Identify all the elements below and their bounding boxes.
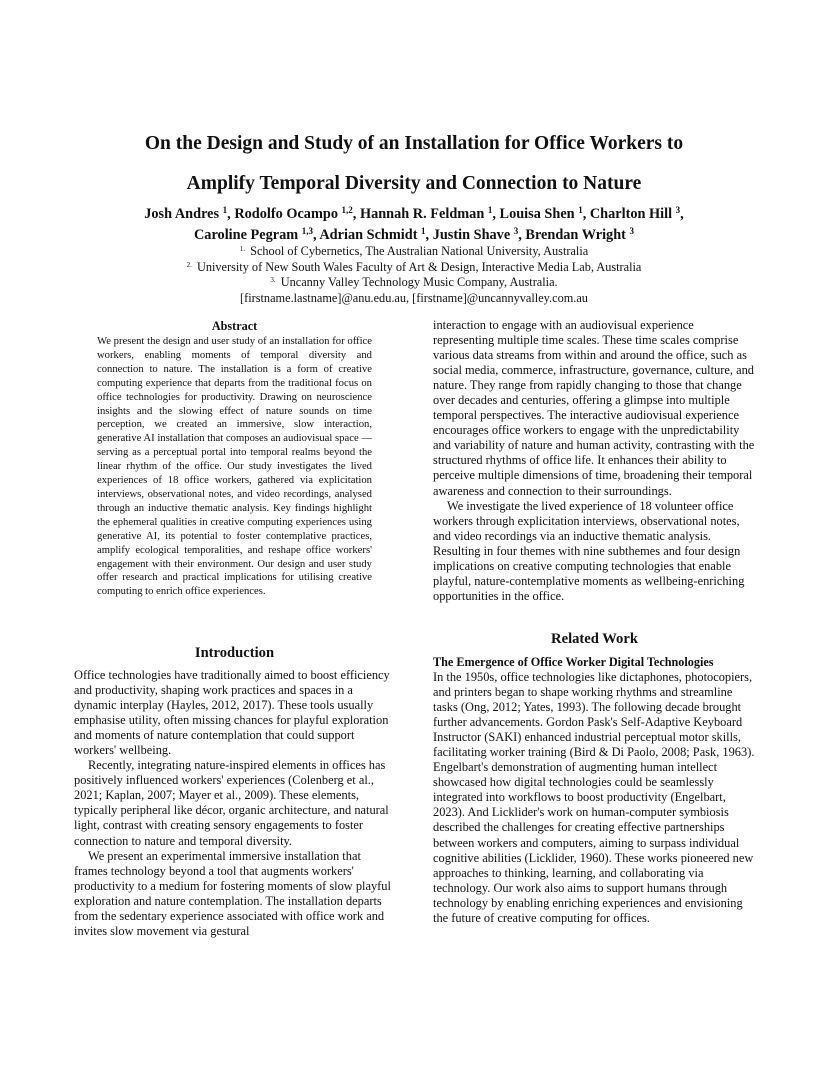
author-affil-mark: 1 (222, 205, 228, 215)
author-affil-mark: 1,2 (341, 205, 353, 215)
contact-emails: [firstname.lastname]@anu.edu.au, [firstname]@uncannyvalley.com.au (240, 290, 588, 305)
title-line-1: On the Design and Study of an Installation for Office Workers to (144, 133, 684, 154)
paragraph: Recently, integrating nature-inspired elements in offices has positively influenced workers' experiences (Colenberg et al., 2021; Kaplan, 2007; Mayer et al., 2009). These elements, typically peripheral like décor, organic architecture, and natural light, contrast with creating sensory engagements to foster connection to nature and temporal diversity. (74, 758, 389, 848)
subsection-heading: The Emergence of Office Worker Digital Technologies (433, 655, 714, 669)
author-name: Brendan Wright (525, 227, 626, 243)
paragraph: Office technologies have traditionally aimed to boost efficiency and productivity, shaping work practices and spaces in a dynamic interplay (Hayles, 2012, 2017). These tools usually emphasise utility, often missing chances for playful exploration and moments of nature contemplation that could support workers' wellbeing. (74, 668, 390, 758)
author-affil-mark: 1 (578, 205, 583, 215)
author-name: Hannah R. Feldman (359, 206, 485, 222)
affiliation: $^{1.}$ School of Cybernetics, The Australian National University, Australia (239, 244, 589, 258)
author-line-2: Caroline Pegram $^{1,3}$, Adrian Schmidt $^1$, Justin Shave $^3$, Brendan Wright $^3$ (193, 226, 634, 243)
paragraph: We investigate the lived experience of 18 volunteer office workers through explicitation interviews, observational notes, and video recordings via an inductive thematic analysis. Resulting in four themes with nine subthemes and four design implications on creative computing technologies that enable playful, nature-contemplative moments as wellbeing-enriching opportunities in the office. (433, 498, 745, 603)
affiliations (60, 244, 768, 306)
author-name: Rodolfo Ocampo (234, 206, 338, 222)
title-line-2: Amplify Temporal Diversity and Connection to Nature (186, 173, 642, 194)
introduction-heading: Introduction (194, 645, 275, 661)
author-affil-mark: 1,3 (301, 226, 313, 236)
related-work-heading: Related Work (551, 631, 638, 647)
introduction-body (74, 668, 395, 939)
introduction-continued (433, 318, 756, 604)
author-affil-mark: 3 (513, 226, 519, 236)
author-name: Louisa Shen (499, 206, 575, 222)
paragraph: We present an experimental immersive installation that frames technology beyond a tool that augments workers' productivity to a medium for fostering moments of slow playful exploration and nature contemplation. The installation departs from the sedentary experience associated with office work and invites slow movement via gestural (74, 848, 391, 938)
author-name: Adrian Schmidt (319, 227, 418, 243)
author-name: Caroline Pegram (193, 227, 299, 243)
paper-title (60, 124, 768, 204)
affiliation: $^{3.}$ Uncanny Valley Technology Music Company, Australia. (270, 275, 558, 289)
author-name: Justin Shave (432, 227, 511, 243)
author-line-1: Josh Andres $^1$, Rodolfo Ocampo $^{1,2}$, Hannah R. Feldman $^1$, Louisa Shen $^1$, Charlton Hill $^3$, (144, 205, 684, 222)
author-list (60, 204, 768, 246)
paragraph: In the 1950s, office technologies like dictaphones, photocopiers, and printers began to shape working rhythms and streamline tasks (Ong, 2012; Yates, 1993). The following decade brought further advancements. Gordon Pask's Self-Adaptive Keyboard Instructor (SAKI) enhanced industrial perceptual motor skills, facilitating worker training (Bird & Di Paolo, 2008; Pask, 1963). Engelbart's demonstration of augmenting human intellect showcased how digital technologies could be seamlessly integrated into workflows to boost productivity (Engelbart, 2023). And Licklider's work on human-computer symbiosis described the challenges for creating effective partnerships between workers and computers, aiming to surpass individual cognitive abilities (Licklider, 1960). These works pioneered new approaches to thinking, learning, and collaborating via technology. Our work also aims to support humans through technology by enabling enriching experiences and envisioning the future of creative computing for offices. (433, 670, 755, 925)
related-work-body (433, 670, 756, 926)
author-affil-mark: 3 (675, 205, 681, 215)
abstract-text: We present the design and user study of an installation for office workers, enabling moments of temporal diversity and connection to nature. The installation is a form of creative computing experience that departs from the traditional focus on office technologies for productivity. Drawing on neuroscience insights and the slowing effect of nature sounds on time perception, we created an immersive, slow interaction, generative AI installation that composes an audiovisual space — serving as a perceptual portal into temporal realms beyond the linear rhythm of the office. Our study investigates the lived experiences of 18 office workers, gathered via explicitation interviews, observational notes, and video recordings, analysed through an inductive thematic analysis. Key findings highlight the ephemeral qualities in creative computing experiences using generative AI, its potential to foster contemplative practices, amplify ecological temporalities, and reshape office workers' engagement with their environment. Our design and user study offer research and practical implications for utilising creative computing to enrich office experiences. (97, 336, 372, 598)
author-name: Josh Andres (144, 206, 220, 222)
abstract-heading: Abstract (211, 319, 258, 333)
author-affil-mark: 3 (629, 226, 634, 236)
paragraph: interaction to engage with an audiovisual experience representing multiple time scales. These time scales comprise various data streams from within and around the office, such as social media, commerce, infrastructure, governance, culture, and nature. They range from rapidly changing to those that change over decades and centuries, offering a glimpse into multiple temporal perspectives. The interactive audiovisual experience encourages office workers to engage with the unpredictability and variability of nature and human activity, contrasting with the structured rhythms of office life. It enhances their ability to perceive multiple dimensions of time, broadening their temporal awareness and connection to their surroundings. (433, 318, 755, 498)
author-affil-mark: 1 (487, 205, 493, 215)
author-name: Charlton Hill (589, 206, 673, 222)
affiliation: $^{2.}$ University of New South Wales Faculty of Art & Design, Interactive Media Lab, Australia (186, 259, 642, 274)
author-affil-mark: 1 (421, 226, 426, 236)
